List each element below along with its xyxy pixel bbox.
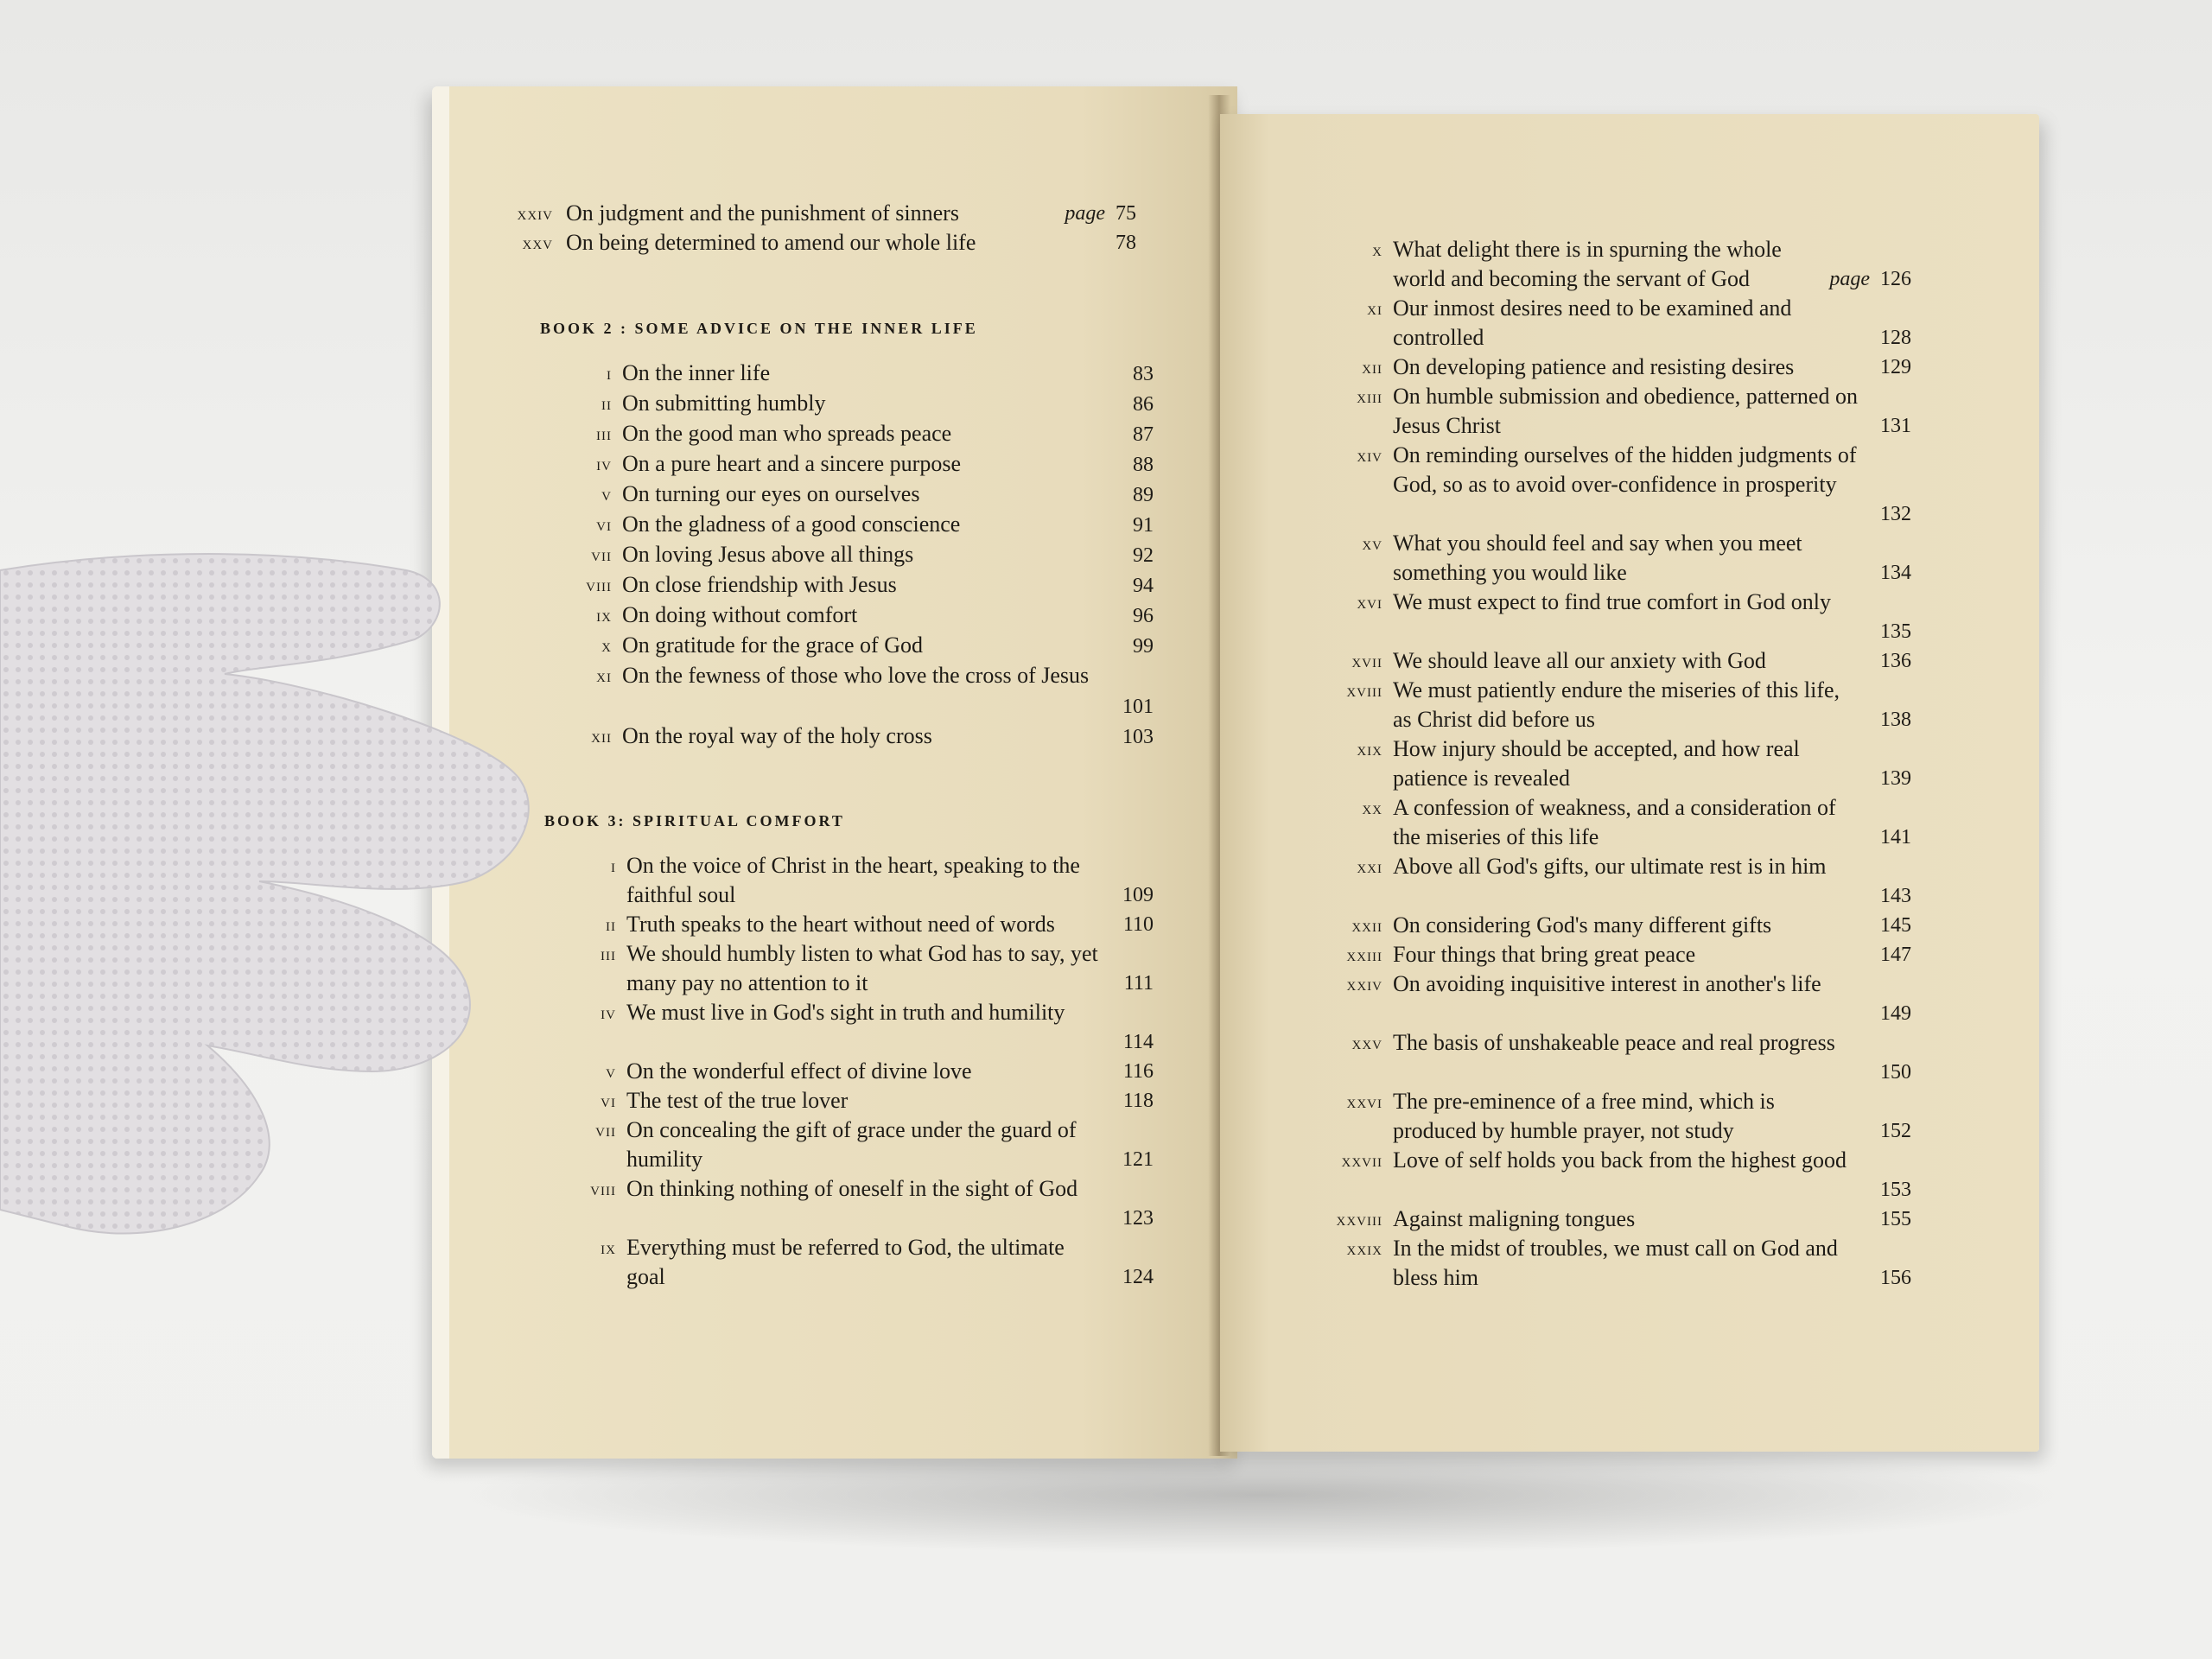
book3-continued-list: [1336, 235, 1911, 1293]
page-number: 118: [1122, 1090, 1154, 1112]
chapter-title: On loving Jesus above all things: [622, 542, 914, 567]
book3-heading: BOOK 3: SPIRITUAL COMFORT: [544, 812, 845, 830]
page-number: 114: [1122, 1031, 1154, 1053]
chapter-number: iii: [601, 943, 616, 964]
chapter-number: xvi: [1357, 591, 1382, 613]
toc-entry: [601, 480, 1154, 510]
chapter-number: xi: [1367, 297, 1382, 319]
toc-entry: [1346, 676, 1911, 734]
chapter-title: On developing patience and resisting desires: [1393, 354, 1795, 379]
chapter-title: On the gladness of a good conscience: [622, 512, 961, 537]
toc-entry: [596, 510, 1154, 540]
toc-entry: [1357, 441, 1911, 529]
page-number: 87: [1133, 423, 1154, 446]
toc-entry: [1336, 1205, 1911, 1234]
chapter-number: iv: [601, 1001, 616, 1023]
page-number: 96: [1133, 605, 1154, 627]
chapter-number: xiv: [1357, 444, 1382, 466]
chapter-number: xvii: [1351, 650, 1382, 671]
page-number: 134: [1880, 562, 1911, 584]
chapter-number: xxvi: [1346, 1090, 1382, 1112]
chapter-number: vii: [595, 1119, 616, 1141]
chapter-number: xxvii: [1341, 1149, 1382, 1171]
chapter-number: x: [601, 634, 612, 656]
chapter-number: iii: [596, 423, 612, 444]
chapter-title: On the fewness of those who love the cross of Jesus: [622, 663, 1090, 688]
toc-entry: [1357, 588, 1911, 646]
toc-entry: [1346, 1234, 1911, 1293]
page-number: 91: [1133, 514, 1154, 537]
page-number: 109: [1122, 884, 1154, 906]
chapter-number: xx: [1362, 797, 1382, 818]
page-number: 155: [1880, 1208, 1911, 1230]
chapter-number: xii: [591, 725, 612, 747]
chapter-title: In the midst of troubles, we must call on God and bless him: [1393, 1236, 1838, 1290]
chapter-title: On thinking nothing of oneself in the sight of God: [626, 1176, 1078, 1201]
chapter-number: xxii: [1351, 914, 1382, 936]
page-number: 147: [1880, 944, 1911, 966]
page-label: page: [1065, 202, 1105, 225]
toc-entry: [601, 939, 1154, 998]
page-number: 135: [1880, 620, 1911, 643]
toc-entry: [1357, 382, 1911, 441]
page-number: [1065, 199, 1136, 228]
chapter-title: What delight there is in spurning the whole world and becoming the servant of God: [1393, 237, 1782, 291]
page-number: 138: [1880, 709, 1911, 731]
page-number: 153: [1880, 1179, 1911, 1201]
chapter-number: xxix: [1346, 1237, 1382, 1259]
chapter-title: Truth speaks to the heart without need of words: [626, 912, 1055, 937]
chapter-title: On reminding ourselves of the hidden judgments of God, so as to avoid over-confidence in prosperity: [1393, 442, 1857, 497]
chapter-title: We must live in God's sight in truth and humility: [626, 1000, 1065, 1025]
chapter-number: ii: [606, 913, 616, 935]
toc-entry: [606, 1057, 1154, 1086]
page-number: 121: [1122, 1148, 1154, 1171]
book2-list: [586, 359, 1154, 752]
page-number: 131: [1880, 415, 1911, 437]
toc-entry: [1362, 793, 1911, 852]
page-number: 89: [1133, 484, 1154, 506]
chapter-number: xxviii: [1336, 1208, 1382, 1230]
page-number: [1829, 264, 1911, 294]
chapter-title: On avoiding inquisitive interest in another's life: [1393, 971, 1821, 996]
toc-entry: [522, 228, 1136, 257]
page-number: 103: [1122, 726, 1154, 748]
book3-list: [590, 851, 1154, 1292]
chapter-title: On being determined to amend our whole life: [566, 230, 976, 255]
chapter-number: xii: [1362, 356, 1382, 378]
chapter-number: i: [607, 362, 612, 384]
page-number: 86: [1133, 393, 1154, 416]
toc-entry: [1362, 353, 1911, 382]
chapter-number: xviii: [1346, 679, 1382, 701]
toc-entry: [1357, 734, 1911, 793]
chapter-number: xix: [1357, 738, 1382, 760]
chapter-title: On turning our eyes on ourselves: [622, 481, 920, 506]
page-number: 116: [1122, 1060, 1154, 1083]
chapter-number: xiii: [1357, 385, 1382, 407]
chapter-title: The test of the true lover: [626, 1088, 849, 1113]
page-number: 156: [1880, 1267, 1911, 1289]
chapter-title: On submitting humbly: [622, 391, 826, 416]
chapter-title: On a pure heart and a sincere purpose: [622, 451, 961, 476]
chapter-number: ii: [601, 392, 612, 414]
chapter-title: How injury should be accepted, and how real patience is revealed: [1393, 736, 1800, 791]
page-number: 123: [1122, 1207, 1154, 1230]
toc-entry: [595, 1116, 1154, 1174]
page-label: page: [1829, 268, 1870, 290]
page-number: 145: [1880, 914, 1911, 937]
page-number: 92: [1133, 544, 1154, 567]
chapter-title: On concealing the gift of grace under the guard of humility: [626, 1117, 1077, 1172]
chapter-title: Our inmost desires need to be examined and controlled: [1393, 296, 1792, 350]
chapter-title: We should leave all our anxiety with God: [1393, 648, 1766, 673]
toc-entry: [607, 359, 1154, 389]
toc-entry: [596, 449, 1154, 480]
chapter-title: We must patiently endure the miseries of this life, as Christ did before us: [1393, 677, 1840, 732]
toc-entry: [1351, 1028, 1911, 1087]
chapter-title: We should humbly listen to what God has to say, yet many pay no attention to it: [626, 941, 1098, 995]
chapter-title: On considering God's many different gifts: [1393, 912, 1772, 938]
page-number: 110: [1122, 913, 1154, 936]
book1-tail-list: [517, 199, 1136, 257]
toc-entry: [1362, 529, 1911, 588]
chapter-title: On the inner life: [622, 360, 771, 385]
chapter-number: v: [606, 1060, 616, 1082]
chapter-number: vi: [601, 1090, 616, 1111]
toc-entry: [601, 1233, 1154, 1292]
chapter-number: v: [601, 483, 612, 505]
chapter-title: On the royal way of the holy cross: [622, 723, 932, 748]
toc-entry: [596, 661, 1154, 721]
chapter-title: On the wonderful effect of divine love: [626, 1058, 972, 1084]
chapter-number: xxv: [522, 232, 553, 253]
chapter-number: x: [1372, 238, 1382, 260]
page-number: 128: [1880, 327, 1911, 349]
chapter-title: On the good man who spreads peace: [622, 421, 952, 446]
chapter-title: We must expect to find true comfort in God only: [1393, 589, 1831, 614]
chapter-number: vi: [596, 513, 612, 535]
page-number: 88: [1133, 454, 1154, 476]
toc-entry: [601, 1086, 1154, 1116]
page-number-value: 126: [1880, 268, 1911, 290]
chapter-title: The basis of unshakeable peace and real progress: [1393, 1030, 1835, 1055]
book2-heading: BOOK 2 : SOME ADVICE ON THE INNER LIFE: [540, 320, 978, 337]
glove-fingers: [0, 554, 529, 1233]
toc-entry: [517, 199, 1136, 228]
chapter-title: On close friendship with Jesus: [622, 572, 897, 597]
toc-entry: [1367, 294, 1911, 353]
chapter-title: Above all God's gifts, our ultimate rest is in him: [1393, 854, 1827, 879]
chapter-number: ix: [596, 604, 612, 626]
page-number: 136: [1880, 650, 1911, 672]
page-number: 141: [1880, 826, 1911, 849]
left-page: [432, 86, 1237, 1459]
toc-entry: [1346, 969, 1911, 1028]
chapter-number: xi: [596, 664, 612, 686]
page-number: 150: [1880, 1061, 1911, 1084]
chapter-number: viii: [590, 1178, 616, 1199]
toc-entry: [601, 631, 1154, 661]
toc-entry: [596, 601, 1154, 631]
toc-entry: [590, 1174, 1154, 1233]
chapter-title: On the voice of Christ in the heart, speaking to the faithful soul: [626, 853, 1080, 907]
page-number: 94: [1133, 575, 1154, 597]
chapter-number: iv: [596, 453, 612, 474]
page-number-value: 75: [1116, 202, 1136, 225]
page-number: 149: [1880, 1002, 1911, 1025]
gloved-hand: [0, 518, 536, 1296]
toc-entry: [596, 419, 1154, 449]
chapter-title: On humble submission and obedience, patterned on Jesus Christ: [1393, 384, 1858, 438]
chapter-number: xxiii: [1346, 944, 1382, 965]
chapter-number: vii: [591, 543, 612, 565]
toc-entry: [1346, 1087, 1911, 1146]
toc-entry: [1357, 852, 1911, 911]
page-number: 139: [1880, 767, 1911, 790]
toc-entry: [606, 910, 1154, 939]
page-number: 99: [1133, 635, 1154, 658]
chapter-number: i: [611, 855, 616, 876]
toc-entry: [1351, 911, 1911, 940]
toc-entry: [1372, 235, 1911, 294]
chapter-number: viii: [586, 574, 612, 595]
chapter-title: Four things that bring great peace: [1393, 942, 1696, 967]
chapter-title: Against maligning tongues: [1393, 1206, 1636, 1231]
chapter-number: ix: [601, 1236, 616, 1258]
chapter-title: Everything must be referred to God, the ultimate goal: [626, 1235, 1065, 1289]
chapter-number: xxiv: [517, 202, 553, 224]
page-number: 124: [1122, 1266, 1154, 1288]
chapter-title: The pre-eminence of a free mind, which is produced by humble prayer, not study: [1393, 1089, 1775, 1143]
page-number: 129: [1880, 356, 1911, 378]
page-number: 111: [1123, 972, 1154, 995]
right-page: [1220, 114, 2039, 1452]
page-number: 101: [1122, 696, 1154, 718]
chapter-title: On judgment and the punishment of sinners: [566, 200, 959, 226]
chapter-title: On doing without comfort: [622, 602, 858, 627]
toc-entry: [586, 570, 1154, 601]
chapter-title: On gratitude for the grace of God: [622, 632, 923, 658]
chapter-title: Love of self holds you back from the highest good: [1393, 1147, 1847, 1173]
page-number: 152: [1880, 1120, 1911, 1142]
toc-entry: [611, 851, 1154, 910]
toc-entry: [591, 540, 1154, 570]
page-number: 78: [1116, 232, 1136, 254]
chapter-title: A confession of weakness, and a consideration of the miseries of this life: [1393, 795, 1836, 849]
toc-entry: [601, 389, 1154, 419]
chapter-number: xv: [1362, 532, 1382, 554]
toc-entry: [591, 721, 1154, 752]
toc-entry: [1341, 1146, 1911, 1205]
toc-entry: [601, 998, 1154, 1057]
page-number: 132: [1880, 503, 1911, 525]
chapter-number: xxv: [1351, 1032, 1382, 1053]
chapter-number: xxiv: [1346, 973, 1382, 995]
toc-entry: [1346, 940, 1911, 969]
page-number: 143: [1880, 885, 1911, 907]
chapter-title: What you should feel and say when you meet something you would like: [1393, 531, 1802, 585]
page-number: 83: [1133, 363, 1154, 385]
toc-entry: [1351, 646, 1911, 676]
chapter-number: xxi: [1357, 855, 1382, 877]
